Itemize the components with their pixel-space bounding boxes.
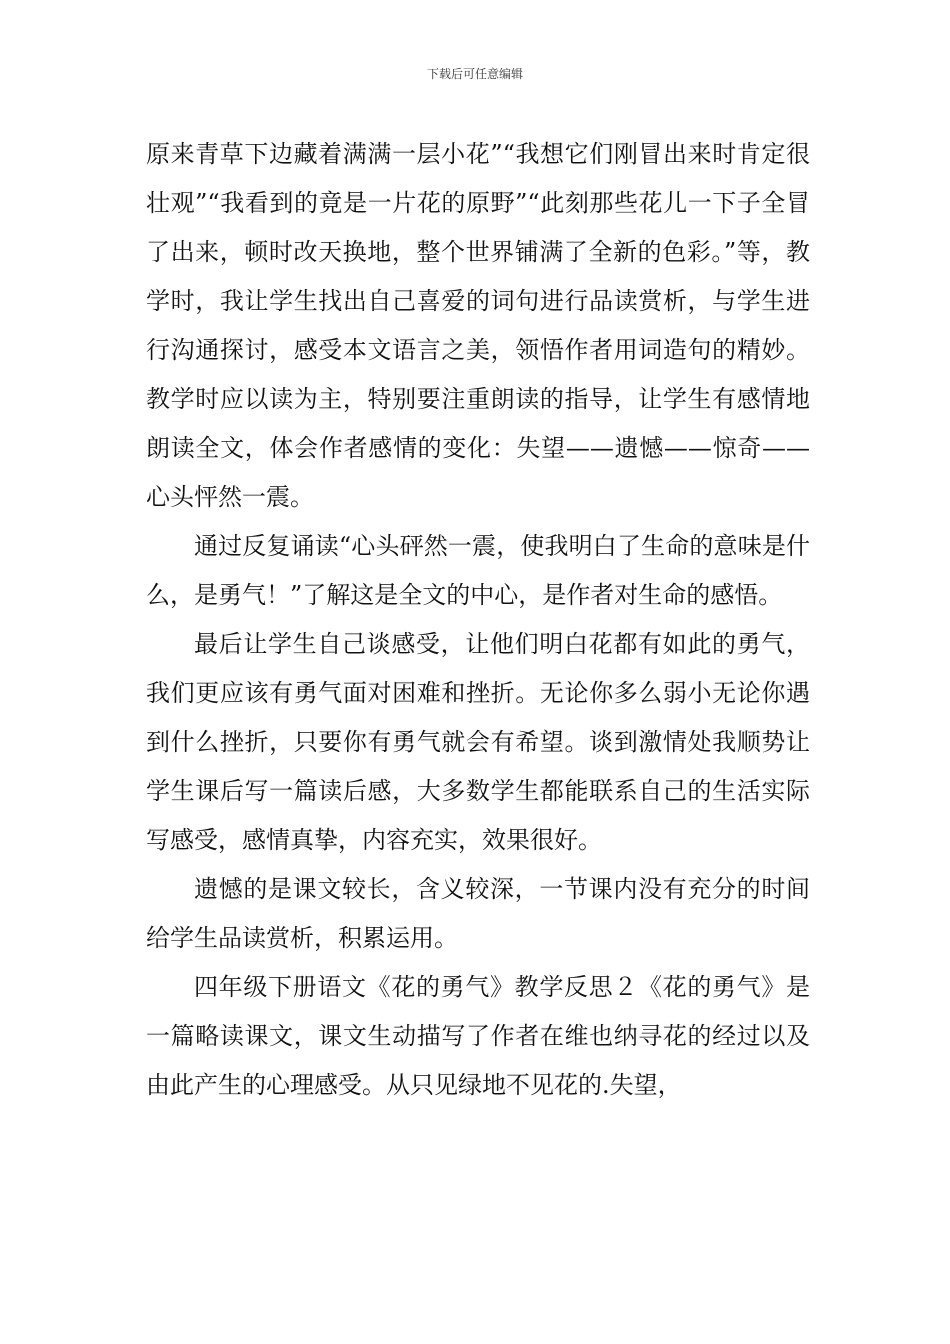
document-body [146, 130, 810, 1110]
paragraph: 遗憾的是课文较长，含义较深，一节课内没有充分的时间给学生品读赏析，积累运用。 [146, 875, 810, 952]
paragraph: 四年级下册语文《花的勇气》教学反思２《花的勇气》是一篇略读课文，课文生动描写了作者在维也纳寻花的经过以及由此产生的心理感受。从只见绿地不见花的.失望， [146, 973, 810, 1099]
page-header: 下载后可任意编辑 [426, 67, 523, 81]
paragraph: 最后让学生自己谈感受，让他们明白花都有如此的勇气，我们更应该有勇气面对困难和挫折。无论你多么弱小无论你遇到什么挫折，只要你有勇气就会有希望。谈到激情处我顺势让学生课后写一篇读后感，大多数学生都能联系自己的生活实际写感受，感情真挚，内容充实，效果很好。 [146, 630, 810, 854]
paragraph: 通过反复诵读“心头砰然一震，使我明白了生命的意味是什么，是勇气！”了解这是全文的中心，是作者对生命的感悟。 [146, 532, 810, 609]
paragraph-continued: 原来青草下边藏着满满一层小花”“我想它们刚冒出来时肯定很壮观”“我看到的竟是一片花的原野”“此刻那些花儿一下子全冒了出来，顿时改天换地，整个世界铺满了全新的色彩。”等，教学时，我让学生找出自己喜爱的词句进行品读赏析，与学生进行沟通探讨，感受本文语言之美，领悟作者用词造句的精妙。教学时应以读为主，特别要注重朗读的指导，让学生有感情地朗读全文，体会作者感情的变化：失望——遗憾——惊奇——心头怦然一震。 [146, 140, 810, 511]
